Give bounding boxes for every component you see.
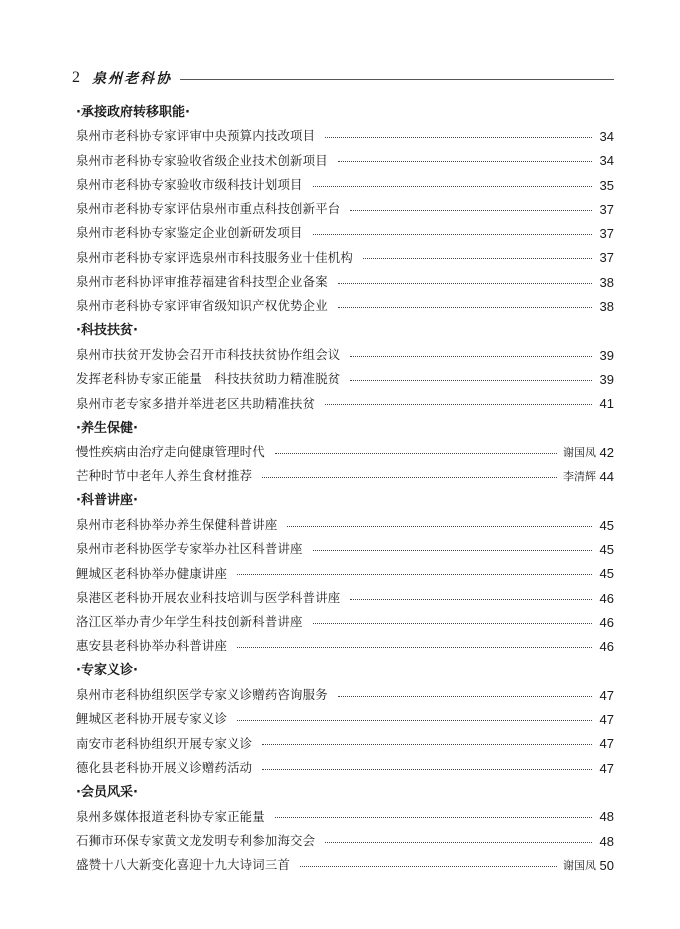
entry-title: 泉州市老科协专家评估泉州市重点科技创新平台 (76, 201, 341, 217)
entry-title: 惠安县老科协举办科普讲座 (76, 638, 228, 654)
section-heading (76, 780, 614, 804)
dot-leader (325, 137, 592, 138)
section-heading (76, 659, 614, 683)
entry-title: 泉州市老科协专家鉴定企业创新研发项目 (76, 225, 303, 241)
entry-author: 谢国凤 (563, 858, 596, 872)
toc-entry[interactable] (76, 270, 614, 294)
entry-author: 谢国凤 (563, 445, 596, 459)
toc-entry[interactable] (76, 829, 614, 853)
entry-page-number: 37 (599, 250, 614, 266)
dot-leader (350, 599, 592, 600)
section-title: ·科技扶贫· (76, 323, 138, 339)
dot-leader (363, 258, 592, 259)
section-title: ·专家义诊· (76, 663, 138, 679)
entry-title: 德化县老科协开展义诊赠药活动 (76, 759, 253, 775)
toc-entry[interactable] (76, 683, 614, 707)
section-title: ·科普讲座· (76, 493, 138, 509)
entry-title: 石狮市环保专家黄文龙发明专利参加海交会 (76, 832, 316, 848)
entry-title: 发挥老科协专家正能量 科技扶贫助力精准脱贫 (76, 371, 341, 387)
toc-entry[interactable] (76, 464, 614, 488)
dot-leader (262, 769, 592, 770)
dot-leader (275, 817, 592, 818)
toc-entry[interactable] (76, 124, 614, 148)
dot-leader (237, 647, 592, 648)
entry-page-number: 46 (599, 590, 614, 606)
entry-page-number: 47 (599, 712, 614, 728)
entry-page-number: 47 (599, 760, 614, 776)
entry-page-number: 47 (599, 736, 614, 752)
toc-entry[interactable] (76, 367, 614, 391)
entry-title: 泉港区老科协开展农业科技培训与医学科普讲座 (76, 589, 341, 605)
entry-author: 李清辉 (563, 470, 596, 484)
dot-leader (300, 866, 557, 867)
entry-title: 盛赞十八大新变化喜迎十九大诗词三首 (76, 857, 291, 873)
dot-leader (262, 744, 592, 745)
dot-leader (338, 307, 592, 308)
entry-title: 泉州多媒体报道老科协专家正能量 (76, 808, 265, 824)
entry-page-number: 39 (599, 371, 614, 387)
entry-title: 泉州市老科协专家验收市级科技计划项目 (76, 176, 303, 192)
entry-page-number: 35 (599, 177, 614, 193)
toc-entry[interactable] (76, 562, 614, 586)
section-heading (76, 100, 614, 124)
dot-leader (237, 720, 592, 721)
dot-leader (338, 283, 592, 284)
dot-leader (325, 404, 592, 405)
section-title: ·养生保健· (76, 420, 138, 436)
entry-page-number: 42 (599, 444, 614, 460)
entry-page-number: 45 (599, 566, 614, 582)
journal-title: 泉州老科协 (92, 71, 172, 87)
entry-page-number: 48 (599, 809, 614, 825)
toc-entry[interactable] (76, 246, 614, 270)
section-heading (76, 416, 614, 440)
entry-title: 鲤城区老科协开展专家义诊 (76, 711, 228, 727)
entry-page-number: 37 (599, 226, 614, 242)
toc-entry[interactable] (76, 537, 614, 561)
entry-page-number: 37 (599, 201, 614, 217)
dot-leader (287, 526, 592, 527)
entry-page-number: 38 (599, 274, 614, 290)
toc-entry[interactable] (76, 221, 614, 245)
dot-leader (325, 842, 592, 843)
entry-title: 洛江区举办青少年学生科技创新科普讲座 (76, 614, 303, 630)
entry-title: 泉州市老科协专家验收省级企业技术创新项目 (76, 152, 328, 168)
dot-leader (313, 234, 592, 235)
dot-leader (313, 623, 592, 624)
toc-entry[interactable] (76, 610, 614, 634)
table-of-contents (76, 100, 614, 878)
toc-entry[interactable] (76, 197, 614, 221)
toc-entry[interactable] (76, 732, 614, 756)
toc-entry[interactable] (76, 149, 614, 173)
toc-entry[interactable] (76, 805, 614, 829)
section-heading (76, 319, 614, 343)
toc-entry[interactable] (76, 392, 614, 416)
entry-page-number: 45 (599, 517, 614, 533)
entry-title: 泉州市老科协专家评选泉州市科技服务业十佳机构 (76, 249, 353, 265)
entry-page-number: 45 (599, 541, 614, 557)
dot-leader (350, 210, 592, 211)
entry-title: 泉州市老专家多措并举进老区共助精准扶贫 (76, 395, 316, 411)
dot-leader (275, 453, 557, 454)
section-title: ·承接政府转移职能· (76, 104, 190, 120)
entry-title: 泉州市老科协专家评审省级知识产权优势企业 (76, 298, 328, 314)
entry-title: 泉州市老科协组织医学专家义诊赠药咨询服务 (76, 687, 328, 703)
toc-entry[interactable] (76, 343, 614, 367)
entry-title: 泉州市扶贫开发协会召开市科技扶贫协作组会议 (76, 346, 341, 362)
entry-title: 芒种时节中老年人养生食材推荐 (76, 468, 253, 484)
entry-page-number: 41 (599, 396, 614, 412)
page-number: 2 (72, 69, 80, 86)
section-title: ·会员风采· (76, 784, 138, 800)
entry-title: 慢性疾病由治疗走向健康管理时代 (76, 444, 265, 460)
dot-leader (313, 550, 592, 551)
dot-leader (338, 696, 592, 697)
toc-entry[interactable] (76, 173, 614, 197)
toc-entry[interactable] (76, 707, 614, 731)
entry-title: 泉州市老科协举办养生保健科普讲座 (76, 516, 278, 532)
entry-page-number: 46 (599, 614, 614, 630)
dot-leader (338, 161, 592, 162)
entry-page-number: 48 (599, 833, 614, 849)
entry-page-number: 47 (599, 687, 614, 703)
dot-leader (313, 186, 592, 187)
dot-leader (350, 356, 592, 357)
entry-page-number: 38 (599, 299, 614, 315)
entry-title: 泉州市老科协评审推荐福建省科技型企业备案 (76, 274, 328, 290)
entry-title: 泉州市老科协医学专家举办社区科普讲座 (76, 541, 303, 557)
entry-page-number: 34 (599, 153, 614, 169)
entry-page-number: 34 (599, 128, 614, 144)
toc-entry[interactable] (76, 853, 614, 877)
entry-page-number: 44 (599, 469, 614, 485)
entry-title: 南安市老科协组织开展专家义诊 (76, 735, 253, 751)
toc-entry[interactable] (76, 440, 614, 464)
toc-entry[interactable] (76, 586, 614, 610)
entry-page-number: 50 (599, 857, 614, 873)
dot-leader (262, 477, 557, 478)
entry-page-number: 46 (599, 639, 614, 655)
toc-entry[interactable] (76, 756, 614, 780)
running-header (72, 66, 614, 90)
header-rule (180, 79, 614, 80)
toc-entry[interactable] (76, 513, 614, 537)
toc-entry[interactable] (76, 294, 614, 318)
entry-title: 鲤城区老科协举办健康讲座 (76, 565, 228, 581)
entry-page-number: 39 (599, 347, 614, 363)
entry-title: 泉州市老科协专家评审中央预算内技改项目 (76, 128, 316, 144)
toc-entry[interactable] (76, 635, 614, 659)
dot-leader (237, 574, 592, 575)
section-heading (76, 489, 614, 513)
dot-leader (350, 380, 592, 381)
